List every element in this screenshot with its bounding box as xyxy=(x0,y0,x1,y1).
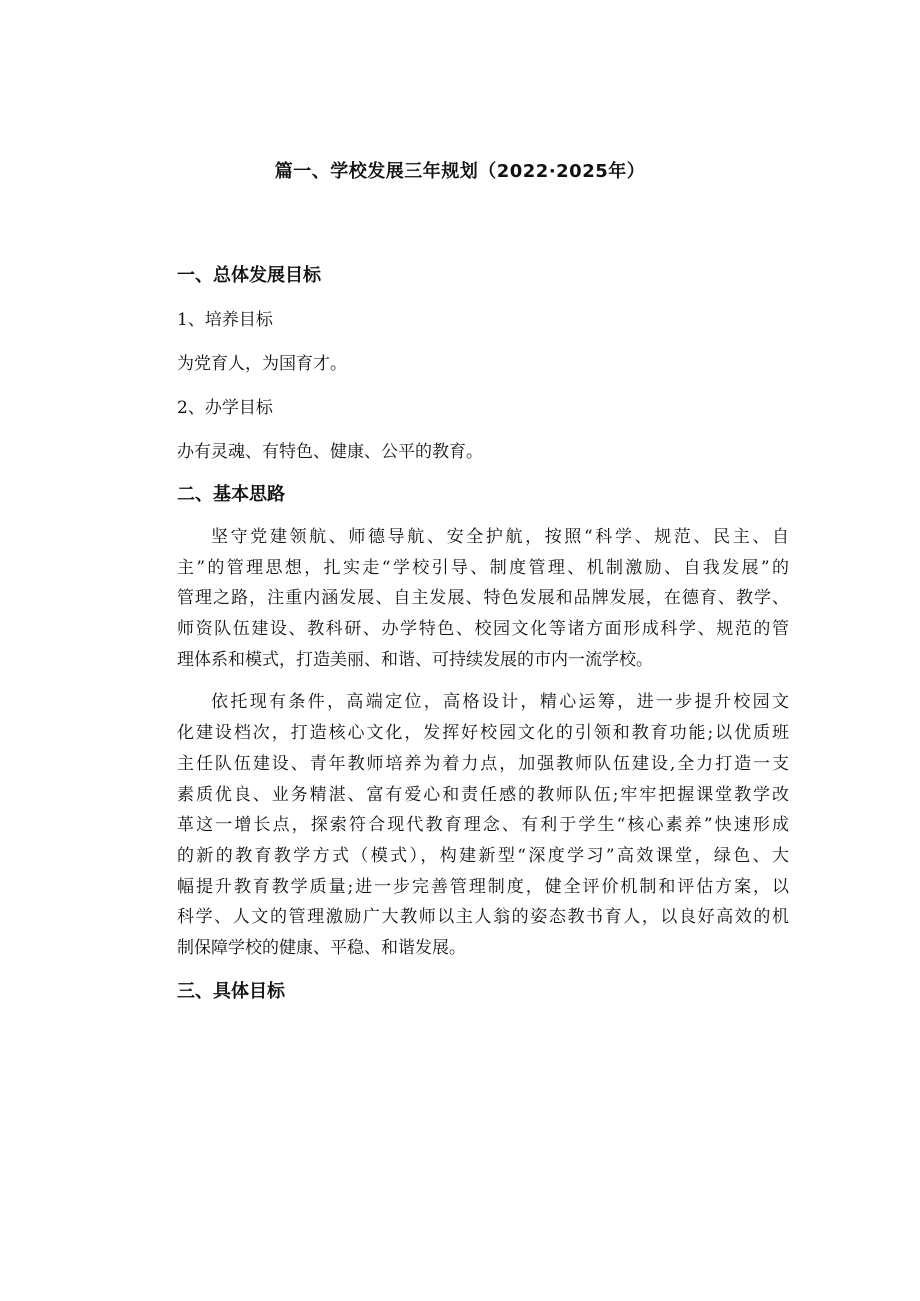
subheading-school-goal: 2、办学目标 xyxy=(177,398,273,418)
paragraph-line: 科学、人文的管理激励广大教师以主人翁的姿态教书育人，以良好高效的机 xyxy=(177,907,789,928)
paragraph-line: 主”的管理思想，扎实走“学校引导、制度管理、机制激励、自我发展”的 xyxy=(177,557,789,578)
paragraph-basic-idea-2 xyxy=(177,687,789,963)
paragraph-line: 制保障学校的健康、平稳、和谐发展。 xyxy=(177,937,466,958)
section-heading-1: 一、总体发展目标 xyxy=(177,265,321,286)
paragraph-line: 管理之路，注重内涵发展、自主发展、特色发展和品牌发展，在德育、教学、 xyxy=(177,588,789,609)
paragraph-line: 坚守党建领航、师德导航、安全护航，按照“科学、规范、民主、自 xyxy=(211,527,789,547)
paragraph-line: 幅提升教育教学质量;进一步完善管理制度，健全评价机制和评估方案，以 xyxy=(177,876,789,897)
document-body xyxy=(177,262,789,1006)
paragraph-line: 主任队伍建设、青年教师培养为着力点，加强教师队伍建设,全力打造一支 xyxy=(177,753,789,774)
training-goal-text: 为党育人，为国育才。 xyxy=(177,354,347,374)
paragraph-line: 依托现有条件，高端定位，高格设计，精心运筹，进一步提升校园文 xyxy=(211,692,789,713)
paragraph-line: 理体系和模式，打造美丽、和谐、可持续发展的市内一流学校。 xyxy=(177,649,653,670)
paragraph-line: 的新的教育教学方式（模式），构建新型“深度学习”高效课堂，绿色、大 xyxy=(177,845,789,866)
document-title: 篇一、学校发展三年规划（2022·2025年） xyxy=(274,161,646,182)
school-goal-text: 办有灵魂、有特色、健康、公平的教育。 xyxy=(177,442,483,462)
paragraph-line: 师资队伍建设、教科研、办学特色、校园文化等诸方面形成科学、规范的管 xyxy=(177,619,789,640)
paragraph-line: 革这一增长点，探索符合现代教育理念、有利于学生“核心素养”快速形成 xyxy=(177,815,789,836)
paragraph-line: 素质优良、业务精湛、富有爱心和责任感的教师队伍;牢牢把握课堂教学改 xyxy=(177,784,789,805)
section-heading-2: 二、基本思路 xyxy=(177,484,285,505)
paragraph-basic-idea-1 xyxy=(177,522,789,675)
section-heading-3: 三、具体目标 xyxy=(177,980,285,1002)
subheading-training-goal: 1、培养目标 xyxy=(177,310,273,330)
paragraph-line: 化建设档次，打造核心文化，发挥好校园文化的引领和教育功能;以优质班 xyxy=(177,723,789,744)
